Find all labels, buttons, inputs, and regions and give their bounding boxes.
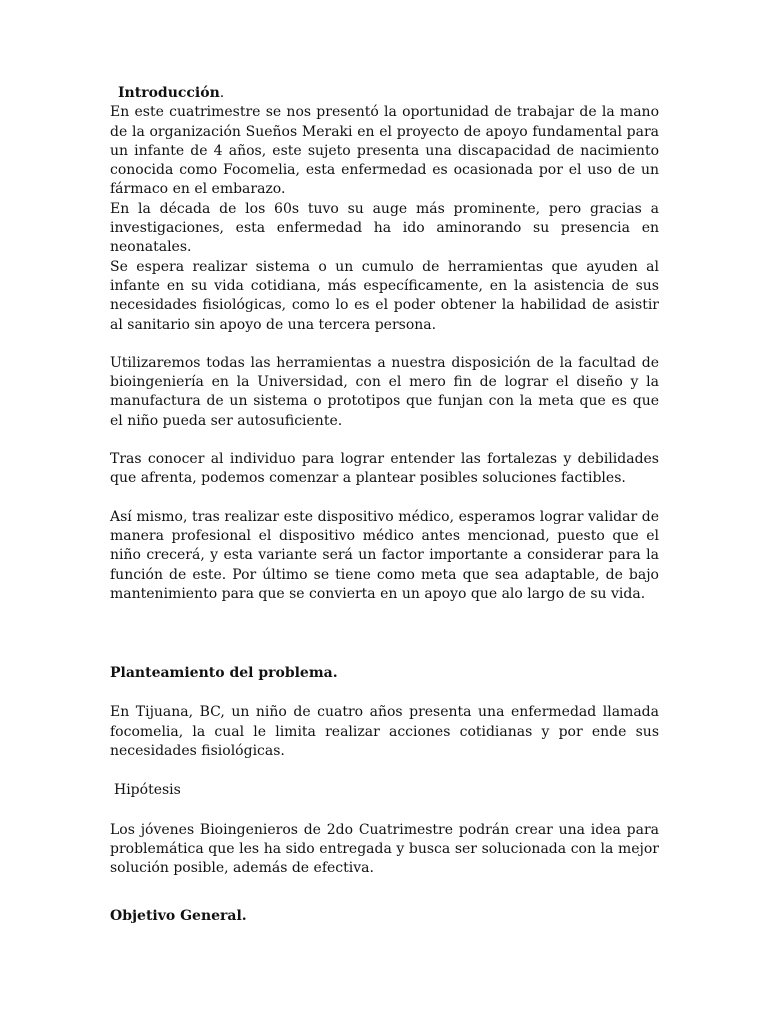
document-page [110, 84, 659, 926]
also-paragraph: Así mismo, tras realizar este dispositivo médico, esperamos lograr validar de manera profesional el dispositivo médico antes mencionad, puesto que el niño crecerá, y esta variante será un factor importante a considerar para la función de este. Por último se tiene como meta que sea adaptable, de bajo mantenimiento para que se convierta en un apoyo que alo largo de su vida. [110, 508, 659, 602]
objective-heading: Objetivo General. [110, 907, 247, 924]
intro-title-dot: . [219, 85, 225, 101]
problem-heading: Planteamiento del problema. [110, 665, 338, 682]
tools-paragraph: Utilizaremos todas las herramientas a nuestra disposición de la facultad de bioingeniería en la Universidad, con el mero fin de lograr el diseño y la manufactura de un sistema o prototipos que funjan con la meta que es que el niño pueda ser autosuficiente. [110, 354, 659, 429]
intro-paragraph-3: Se espera realizar sistema o un cumulo de herramientas que ayuden al infante en su vida cotidiana, más específicamente, en la asistencia de sus necesidades fisiológicas, como lo es el poder obtener la habilidad de asistir al sanitario sin apoyo de una tercera persona. [110, 258, 659, 333]
problem-paragraph: En Tijuana, BC, un niño de cuatro años presenta una enfermedad llamada focomelia, la cual le limita realizar acciones cotidianas y por ende sus necesidades fisiológicas. [110, 704, 659, 760]
hypothesis-paragraph: Los jóvenes Bioingenieros de 2do Cuatrimestre podrán crear una idea para problemática que les ha sido entregada y busca ser solucionada con la mejor solución posible, además de efectiva. [110, 821, 659, 877]
know-paragraph: Tras conocer al individuo para lograr entender las fortalezas y debilidades que afrenta, podemos comenzar a plantear posibles soluciones factibles. [110, 451, 659, 487]
hypothesis-heading: Hipótesis [114, 782, 181, 799]
intro-heading [110, 84, 659, 103]
intro-title: Introducción [118, 85, 220, 101]
intro-paragraph-2: En la década de los 60s tuvo su auge más prominente, pero gracias a investigaciones, esta enfermedad ha ido aminorando su presencia en neonatales. [110, 200, 659, 256]
intro-paragraph-1: En este cuatrimestre se nos presentó la oportunidad de trabajar de la mano de la organización Sueños Meraki en el proyecto de apoyo fundamental para un infante de 4 años, este sujeto presenta una discapacidad de nacimiento conocida como Focomelia, esta enfermedad es ocasionada por el uso de un fármaco en el embarazo. [110, 104, 659, 198]
